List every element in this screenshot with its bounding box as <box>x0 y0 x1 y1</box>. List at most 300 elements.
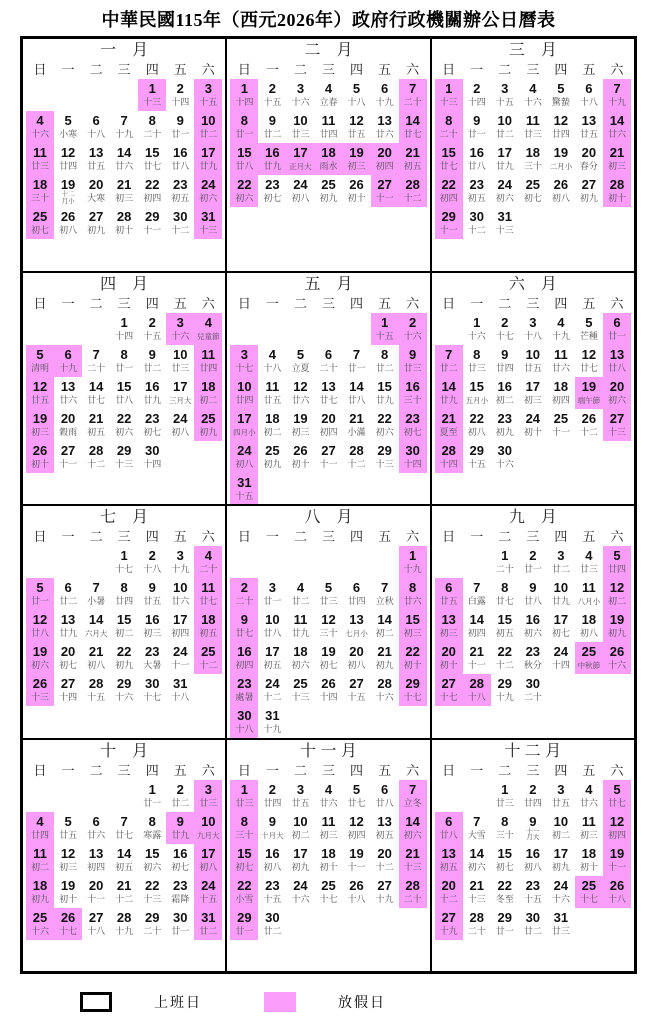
day-cell <box>547 908 575 940</box>
weekday-label: 一 <box>470 62 484 77</box>
day-number: 10 <box>265 612 280 627</box>
day-cell <box>603 377 631 409</box>
day-number: 31 <box>265 708 280 723</box>
lunar-label: 初八 <box>579 628 598 638</box>
day-cell <box>547 812 575 844</box>
day-number: 9 <box>240 612 248 627</box>
day-cell <box>575 377 603 409</box>
week-row <box>26 674 222 706</box>
day-number: 28 <box>405 177 420 192</box>
day-number: 13 <box>609 346 625 362</box>
day-number: 15 <box>377 378 392 394</box>
lunar-label: 廿三 <box>319 596 338 606</box>
day-number: 19 <box>349 145 364 160</box>
lunar-label: 廿二 <box>439 362 458 373</box>
day-number: 4 <box>36 113 44 128</box>
day-number: 6 <box>92 813 100 829</box>
empty-cell <box>194 674 222 706</box>
day-cell <box>194 313 222 345</box>
lunar-label: 初三 <box>319 829 338 840</box>
day-number: 6 <box>380 781 389 797</box>
day-number: 26 <box>581 410 597 426</box>
lunar-label: 廿五 <box>87 161 106 171</box>
day-cell <box>166 207 194 239</box>
lunar-label: 廿四 <box>59 161 78 171</box>
day-cell <box>258 876 286 908</box>
lunar-label: 二十 <box>523 692 542 702</box>
weekday-label: 六 <box>406 762 420 778</box>
weekday-label: 五 <box>582 295 596 311</box>
empty-cell <box>603 908 631 940</box>
day-number: 23 <box>144 644 160 659</box>
day-cell <box>491 143 519 175</box>
month-title: 二 月 <box>304 42 353 59</box>
lunar-label: 初八 <box>87 660 106 670</box>
lunar-label: 十三 <box>143 893 162 904</box>
day-number: 11 <box>33 845 47 861</box>
lunar-label: 初九 <box>31 893 50 904</box>
day-number: 5 <box>64 113 72 128</box>
lunar-label: 初十 <box>579 861 598 872</box>
day-number: 4 <box>585 548 593 563</box>
day-number: 7 <box>473 813 481 829</box>
day-number: 10 <box>201 113 216 128</box>
lunar-label: 初三 <box>403 628 422 638</box>
day-cell <box>463 844 491 876</box>
day-number: 22 <box>237 177 252 192</box>
day-cell <box>491 207 519 239</box>
day-cell <box>519 546 547 578</box>
day-cell <box>258 812 286 844</box>
lunar-label: 廿九 <box>439 394 458 405</box>
day-number: 5 <box>296 346 305 362</box>
day-number: 12 <box>60 145 76 160</box>
week-row <box>435 377 631 409</box>
day-number: 30 <box>525 676 541 691</box>
lunar-label: 初五 <box>171 193 190 203</box>
day-number: 17 <box>293 845 308 861</box>
day-number: 4 <box>296 580 305 595</box>
weekday-label: 一 <box>61 62 75 77</box>
day-cell <box>194 610 222 642</box>
lunar-label: 廿一 <box>523 564 542 574</box>
lunar-label: 十七 <box>319 893 338 904</box>
day-number: 17 <box>173 378 188 394</box>
day-cell <box>82 610 110 642</box>
lunar-label: 小雪 <box>235 893 254 904</box>
day-number: 8 <box>501 813 509 829</box>
day-cell <box>575 780 603 812</box>
day-number: 10 <box>293 813 308 829</box>
day-number: 12 <box>349 813 364 829</box>
day-cell <box>82 377 110 409</box>
lunar-label: 廿六 <box>607 129 626 139</box>
lunar-label: 初十 <box>403 660 422 670</box>
day-cell <box>258 377 286 409</box>
day-number: 31 <box>497 209 512 224</box>
lunar-label: 十七 <box>439 692 458 702</box>
lunar-label: 十九 <box>439 925 458 936</box>
day-cell <box>435 610 463 642</box>
day-cell <box>26 345 54 377</box>
day-cell <box>82 876 110 908</box>
lunar-label: 立秋 <box>375 596 394 606</box>
day-number: 8 <box>501 580 509 595</box>
lunar-label: 十八 <box>347 893 366 904</box>
week-row <box>26 876 222 908</box>
lunar-label: 十一 月大 <box>526 827 540 841</box>
weekday-label: 五 <box>378 762 392 778</box>
lunar-label: 廿二 <box>291 596 310 606</box>
day-number: 17 <box>173 612 188 627</box>
weekday-label: 四 <box>554 295 568 311</box>
day-cell <box>286 812 314 844</box>
weekday-label: 四 <box>145 295 159 311</box>
day-number: 22 <box>144 877 160 893</box>
empty-cell <box>435 313 463 345</box>
day-cell <box>399 345 427 377</box>
lunar-label: 初九 <box>291 861 310 872</box>
lunar-label: 初十 <box>115 225 134 235</box>
lunar-label: 廿七 <box>403 129 422 139</box>
weekday-label: 三 <box>117 762 131 778</box>
day-cell <box>371 812 399 844</box>
lunar-label: 廿四 <box>263 797 282 808</box>
day-number: 30 <box>173 909 188 925</box>
lunar-label: 廿八 <box>171 161 190 171</box>
lunar-label: 十六 <box>495 458 514 469</box>
day-number: 6 <box>445 580 453 595</box>
lunar-label: 初八 <box>263 861 282 872</box>
weekday-label: 五 <box>378 529 392 544</box>
day-number: 23 <box>237 676 252 691</box>
day-cell <box>258 79 286 111</box>
day-cell <box>463 79 491 111</box>
day-cell <box>230 610 258 642</box>
day-cell <box>463 111 491 143</box>
day-cell <box>54 610 82 642</box>
month-title: 十 月 <box>100 742 149 760</box>
day-cell <box>399 313 427 345</box>
day-number: 16 <box>173 145 188 160</box>
lunar-label: 廿六 <box>579 797 598 808</box>
month-title: 四 月 <box>100 275 149 293</box>
weekday-label: 三 <box>117 529 131 544</box>
day-number: 9 <box>409 346 417 362</box>
month-3 <box>431 38 635 272</box>
lunar-label: 九月大 <box>197 830 220 840</box>
day-number: 17 <box>201 145 216 160</box>
day-number: 19 <box>60 877 76 893</box>
lunar-label: 廿八 <box>607 362 626 373</box>
month-title: 十 二 月 <box>504 742 562 760</box>
day-number: 4 <box>557 314 565 330</box>
weekday-header-row <box>230 61 426 79</box>
day-cell <box>491 642 519 674</box>
month-title: 一 月 <box>100 42 149 59</box>
day-cell <box>166 610 194 642</box>
day-cell <box>343 111 371 143</box>
day-cell <box>194 812 222 844</box>
day-number: 14 <box>405 813 420 829</box>
month-7 <box>22 505 226 739</box>
day-number: 25 <box>525 177 541 192</box>
lunar-label: 十四 <box>171 97 190 107</box>
day-cell <box>230 578 258 610</box>
day-number: 24 <box>293 877 308 893</box>
week-row <box>26 546 222 578</box>
empty-cell <box>230 546 258 578</box>
day-number: 16 <box>265 845 280 861</box>
lunar-label: 初七 <box>31 225 50 235</box>
lunar-label: 初九 <box>551 861 570 872</box>
empty-cell <box>54 780 82 812</box>
day-number: 23 <box>497 410 512 426</box>
lunar-label: 雨水 <box>319 161 338 171</box>
lunar-label: 十五 <box>235 490 254 501</box>
lunar-label: 廿七 <box>579 362 598 373</box>
day-cell <box>138 441 166 473</box>
lunar-label: 廿八 <box>523 596 542 606</box>
day-cell <box>166 578 194 610</box>
week-row <box>230 175 426 207</box>
week-row <box>26 313 222 345</box>
day-cell <box>435 441 463 473</box>
lunar-label: 廿二 <box>495 129 514 139</box>
day-cell <box>230 908 258 940</box>
day-number: 14 <box>609 113 625 128</box>
lunar-label: 十九 <box>607 97 626 107</box>
day-cell <box>463 876 491 908</box>
day-number: 10 <box>553 813 569 829</box>
month-title: 九 月 <box>508 509 557 526</box>
day-cell <box>603 780 631 812</box>
weekday-label: 五 <box>173 295 187 311</box>
day-number: 3 <box>501 81 509 96</box>
weekday-header-row <box>26 61 222 79</box>
day-cell <box>547 780 575 812</box>
day-cell <box>166 409 194 441</box>
day-cell <box>519 844 547 876</box>
day-number: 2 <box>529 781 537 797</box>
lunar-label: 廿三 <box>31 161 50 171</box>
day-number: 5 <box>352 81 361 96</box>
week-row <box>26 79 222 111</box>
day-cell <box>603 642 631 674</box>
day-number: 6 <box>585 81 593 96</box>
lunar-label: 初二 <box>291 829 310 840</box>
day-number: 11 <box>201 580 216 595</box>
lunar-label: 二十 <box>199 564 218 574</box>
day-number: 2 <box>473 81 481 96</box>
day-cell <box>314 610 342 642</box>
lunar-label: 三十 <box>235 829 254 840</box>
day-cell <box>166 143 194 175</box>
day-cell <box>463 610 491 642</box>
day-number: 1 <box>501 781 509 797</box>
lunar-label: 廿九 <box>171 829 190 840</box>
day-cell <box>230 473 258 505</box>
day-number: 1 <box>501 548 509 563</box>
empty-cell <box>110 780 138 812</box>
day-cell <box>166 79 194 111</box>
day-number: 8 <box>409 580 417 595</box>
day-number: 27 <box>60 442 76 458</box>
day-number: 17 <box>201 845 216 861</box>
day-number: 21 <box>609 145 625 160</box>
day-number: 26 <box>349 877 364 893</box>
day-number: 14 <box>469 845 484 861</box>
day-number: 9 <box>501 346 509 362</box>
weekday-label: 一 <box>61 762 75 778</box>
lunar-label: 初二 <box>375 628 394 638</box>
day-cell <box>230 844 258 876</box>
day-cell <box>26 844 54 876</box>
lunar-label: 初四 <box>467 628 486 638</box>
day-cell <box>138 876 166 908</box>
weekday-label: 日 <box>33 762 47 778</box>
day-number: 8 <box>148 113 156 128</box>
day-number: 29 <box>405 676 420 691</box>
day-number: 12 <box>553 113 569 128</box>
day-number: 11 <box>553 346 568 362</box>
day-number: 8 <box>148 813 156 829</box>
day-cell <box>286 79 314 111</box>
lunar-label: 初十 <box>59 893 78 904</box>
day-number: 11 <box>582 580 596 595</box>
lunar-label: 冬至 <box>495 893 514 904</box>
weekday-label: 六 <box>406 62 420 77</box>
lunar-label: 二十 <box>319 362 338 373</box>
day-cell <box>166 780 194 812</box>
lunar-label: 十八 <box>347 97 366 107</box>
lunar-label: 廿八 <box>347 394 366 405</box>
day-number: 10 <box>237 378 252 394</box>
empty-cell <box>82 546 110 578</box>
lunar-label: 初四 <box>171 628 190 638</box>
lunar-label: 廿九 <box>263 161 282 171</box>
weekday-label: 二 <box>293 62 307 77</box>
day-cell <box>54 377 82 409</box>
lunar-label: 廿六 <box>59 394 78 405</box>
empty-cell <box>603 441 631 473</box>
lunar-label: 十三 <box>31 692 50 702</box>
lunar-label: 十一 <box>551 426 570 437</box>
lunar-label: 十一 <box>375 193 394 203</box>
week-row <box>26 780 222 812</box>
lunar-label: 初七 <box>143 426 162 437</box>
weekday-label: 日 <box>442 529 456 544</box>
day-cell <box>343 377 371 409</box>
lunar-label: 廿八 <box>31 628 50 638</box>
day-number: 28 <box>441 442 456 458</box>
day-number: 19 <box>609 612 625 627</box>
lunar-label: 十一 <box>319 458 338 469</box>
day-cell <box>575 844 603 876</box>
lunar-label: 初九 <box>263 458 282 469</box>
weekday-label: 一 <box>265 762 279 778</box>
day-cell <box>194 377 222 409</box>
day-number: 6 <box>613 314 621 330</box>
lunar-label: 二月小 <box>549 162 573 171</box>
day-number: 13 <box>377 813 392 829</box>
day-number: 21 <box>405 145 420 160</box>
day-cell <box>519 175 547 207</box>
day-cell <box>547 642 575 674</box>
lunar-label: 十三 <box>115 458 134 469</box>
day-number: 27 <box>60 676 76 691</box>
weekday-label: 日 <box>442 295 456 311</box>
lunar-label: 立冬 <box>403 797 422 808</box>
day-cell <box>463 642 491 674</box>
month-6 <box>431 272 635 506</box>
day-cell <box>54 674 82 706</box>
week-row <box>26 812 222 844</box>
lunar-label: 廿二 <box>263 925 282 936</box>
day-cell <box>230 780 258 812</box>
day-number: 17 <box>525 378 541 394</box>
lunar-label: 十四 <box>439 458 458 469</box>
day-number: 8 <box>445 113 453 128</box>
day-cell <box>519 908 547 940</box>
month-4 <box>22 272 226 506</box>
day-cell <box>399 79 427 111</box>
day-number: 15 <box>405 612 420 627</box>
day-number: 8 <box>240 813 248 829</box>
day-number: 30 <box>405 442 420 458</box>
day-number: 1 <box>409 548 417 563</box>
lunar-label: 廿八 <box>115 394 134 405</box>
day-number: 18 <box>201 612 216 627</box>
day-number: 9 <box>268 813 277 829</box>
day-cell <box>575 642 603 674</box>
lunar-label: 三十 <box>523 161 542 171</box>
day-number: 23 <box>525 877 541 893</box>
weekday-label: 日 <box>33 295 47 311</box>
lunar-label: 十五 <box>263 893 282 904</box>
day-number: 1 <box>148 781 156 797</box>
day-cell <box>258 175 286 207</box>
day-cell <box>399 111 427 143</box>
day-number: 2 <box>148 548 156 563</box>
day-number: 27 <box>88 909 104 925</box>
day-cell <box>343 876 371 908</box>
day-number: 22 <box>116 644 132 659</box>
day-number: 30 <box>497 442 512 458</box>
day-number: 4 <box>268 346 277 362</box>
weekday-label: 六 <box>201 762 215 778</box>
day-number: 1 <box>120 548 128 563</box>
day-cell <box>547 111 575 143</box>
lunar-label: 七月小 <box>345 629 368 638</box>
day-number: 18 <box>293 644 308 659</box>
day-number: 26 <box>609 877 625 893</box>
day-cell <box>575 345 603 377</box>
day-number: 26 <box>32 676 48 691</box>
lunar-label: 初八 <box>347 660 366 670</box>
lunar-label: 十五 <box>143 330 162 341</box>
day-number: 18 <box>581 845 597 861</box>
day-cell <box>603 79 631 111</box>
day-cell <box>230 642 258 674</box>
lunar-label: 廿七 <box>347 797 366 808</box>
month-title: 三 月 <box>508 42 557 59</box>
day-number: 27 <box>377 177 392 192</box>
empty-cell <box>343 706 371 738</box>
day-number: 4 <box>204 314 212 330</box>
day-number: 3 <box>296 781 305 797</box>
lunar-label: 十一 <box>347 861 366 872</box>
